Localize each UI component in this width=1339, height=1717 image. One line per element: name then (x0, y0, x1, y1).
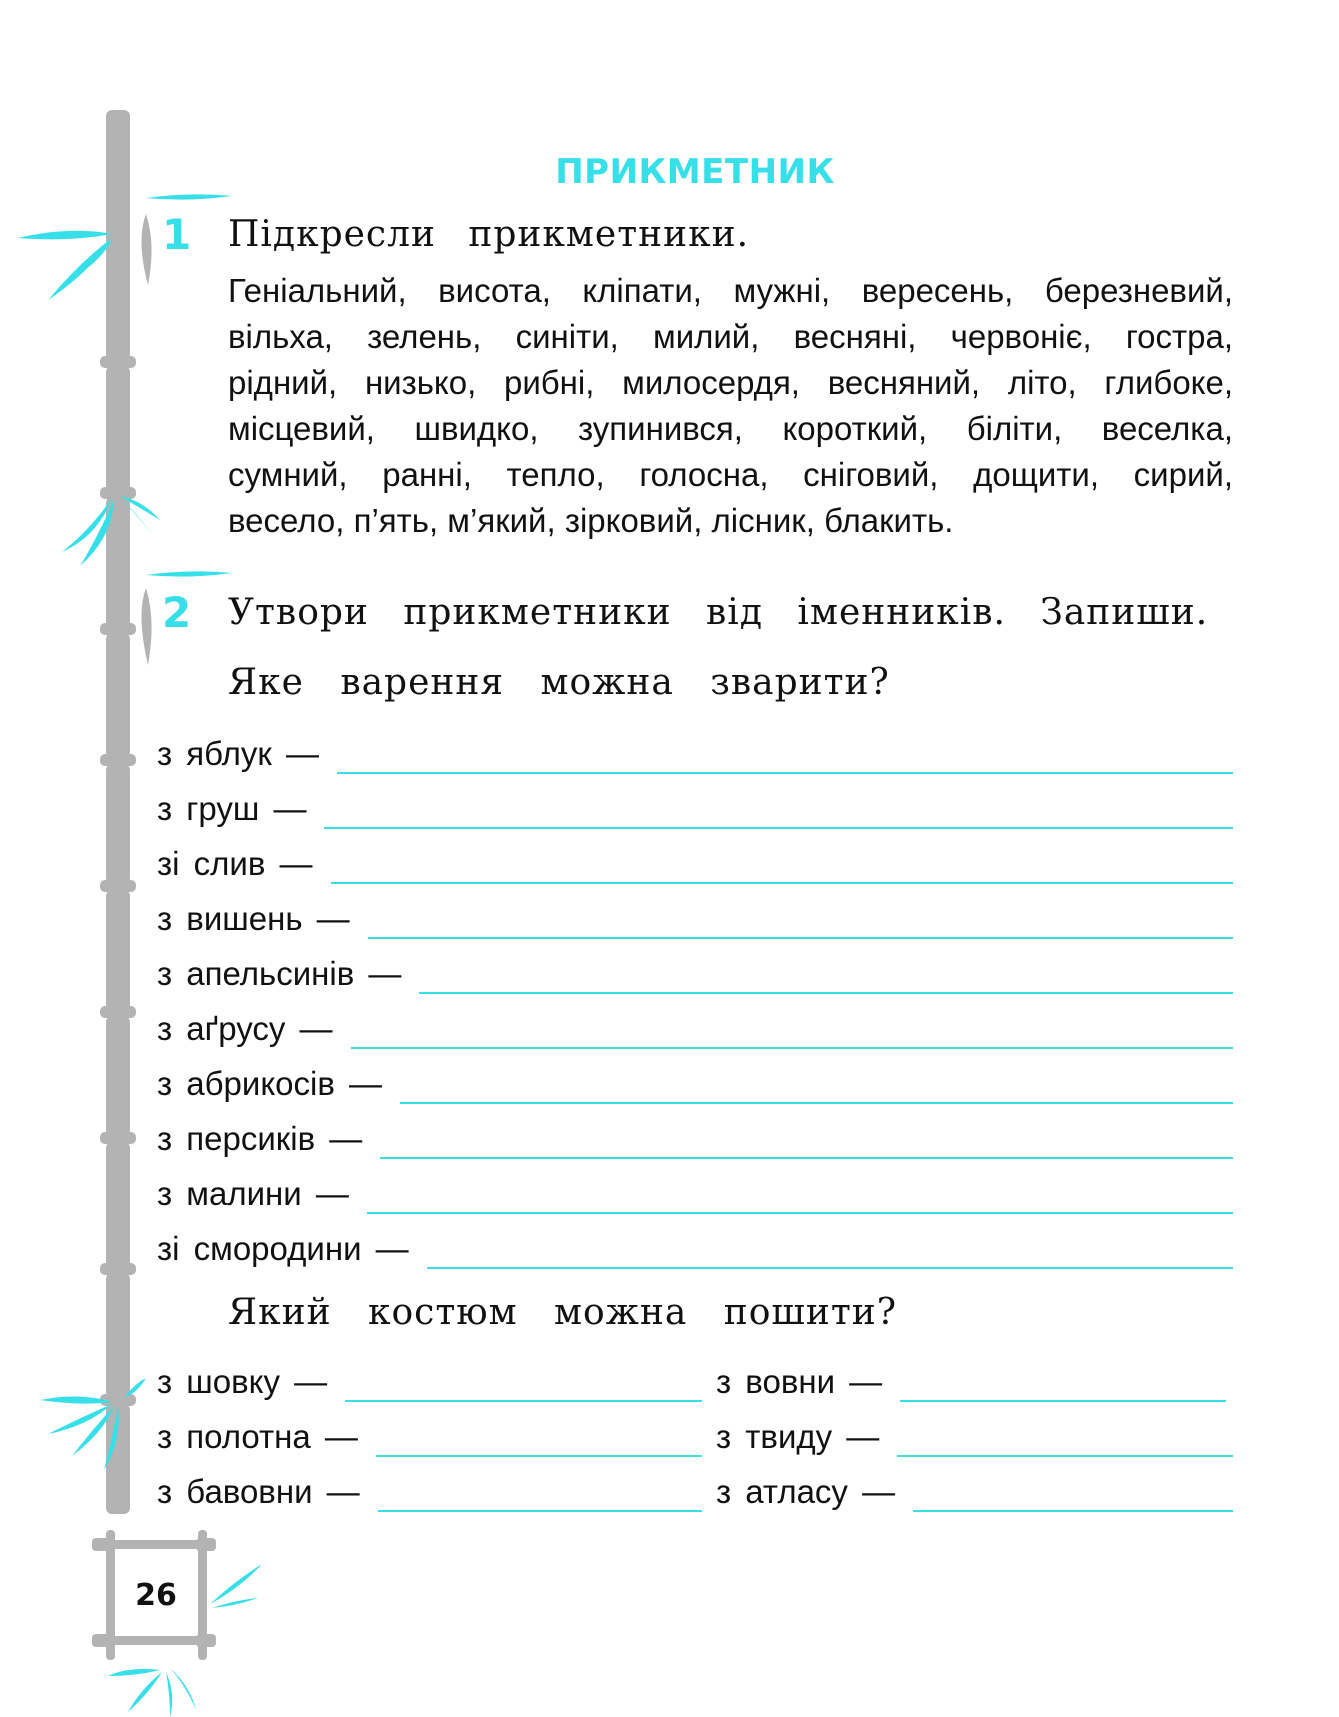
answer-line[interactable] (900, 1364, 1226, 1402)
answer-line[interactable] (337, 736, 1233, 774)
answer-line[interactable] (324, 791, 1233, 829)
answer-line[interactable] (378, 1474, 702, 1512)
task-1-word-list (228, 268, 1233, 544)
word-list-line: рідний, низько, рибні, милосердя, весняний, літо, глибоке, (228, 364, 1233, 401)
suit-label: з шовку — (157, 1363, 328, 1400)
answer-line[interactable] (351, 1011, 1234, 1049)
word-list-line: сумний, ранні, тепло, голосна, сніговий, дощити, сирий, (228, 456, 1233, 493)
jam-row (157, 838, 1233, 884)
answer-line[interactable] (376, 1419, 702, 1457)
jam-row-label: з аґрусу — (157, 1010, 333, 1047)
suit-cell-right (716, 1356, 1226, 1402)
jam-row-label: зі смородини — (157, 1230, 409, 1267)
jam-row-label: з персиків — (157, 1120, 363, 1157)
jam-row-label: з яблук — (157, 735, 319, 772)
word-list-line: вільха, зелень, синіти, милий, весняні, червоніє, гостра, (228, 318, 1233, 355)
suit-question: Який костюм можна пошити? (228, 1292, 898, 1333)
task-1-number: 1 (162, 210, 192, 259)
suit-label: з полотна — (157, 1418, 358, 1455)
suit-cell-left (157, 1466, 702, 1512)
jam-row (157, 1113, 1233, 1159)
jam-row (157, 893, 1233, 939)
answer-line[interactable] (897, 1419, 1233, 1457)
task-1-instruction: Підкресли прикметники. (228, 214, 750, 255)
answer-line[interactable] (419, 956, 1233, 994)
page-title: ПРИКМЕТНИК (555, 152, 835, 192)
word-list-line: місцевий, швидко, зупинився, короткий, біліти, веселка, (228, 410, 1233, 447)
suit-cell-right (716, 1411, 1233, 1457)
jam-row (157, 783, 1233, 829)
answer-line[interactable] (367, 1176, 1233, 1214)
word-list-line: весело, п’ять, м’який, зірковий, лісник, блакить. (228, 502, 954, 539)
suit-label: з бавовни — (157, 1473, 360, 1510)
jam-row-label: з груш — (157, 790, 307, 827)
suit-label: з вовни — (716, 1363, 883, 1400)
jam-row-label: зі слив — (157, 845, 313, 882)
jam-row-label: з малини — (157, 1175, 349, 1212)
jam-row (157, 948, 1233, 994)
task-2-number: 2 (162, 588, 192, 637)
answer-line[interactable] (427, 1231, 1233, 1269)
jam-row-label: з абрикосів — (157, 1065, 383, 1102)
task-2-instruction: Утвори прикметники від іменників. Запиши. (228, 592, 1209, 633)
answer-line[interactable] (913, 1474, 1233, 1512)
answer-line[interactable] (345, 1364, 702, 1402)
jam-row (157, 1003, 1233, 1049)
jam-row (157, 1223, 1233, 1269)
suit-label: з твиду — (716, 1418, 880, 1455)
answer-line[interactable] (380, 1121, 1233, 1159)
jam-row (157, 1058, 1233, 1104)
jam-row-label: з апельсинів — (157, 955, 402, 992)
answer-line[interactable] (400, 1066, 1233, 1104)
word-list-line: Геніальний, висота, кліпати, мужні, вересень, березневий, (228, 272, 1233, 309)
suit-cell-left (157, 1356, 702, 1402)
jam-row (157, 1168, 1233, 1214)
bamboo-stalk (100, 110, 152, 1514)
suit-cell-right (716, 1466, 1233, 1512)
suit-cell-left (157, 1411, 702, 1457)
jam-row (157, 728, 1233, 774)
answer-line[interactable] (331, 846, 1233, 884)
jam-question: Яке варення можна зварити? (228, 662, 890, 703)
answer-line[interactable] (368, 901, 1233, 939)
page-number: 26 (135, 1578, 177, 1613)
suit-label: з атласу — (716, 1473, 896, 1510)
jam-row-label: з вишень — (157, 900, 350, 937)
